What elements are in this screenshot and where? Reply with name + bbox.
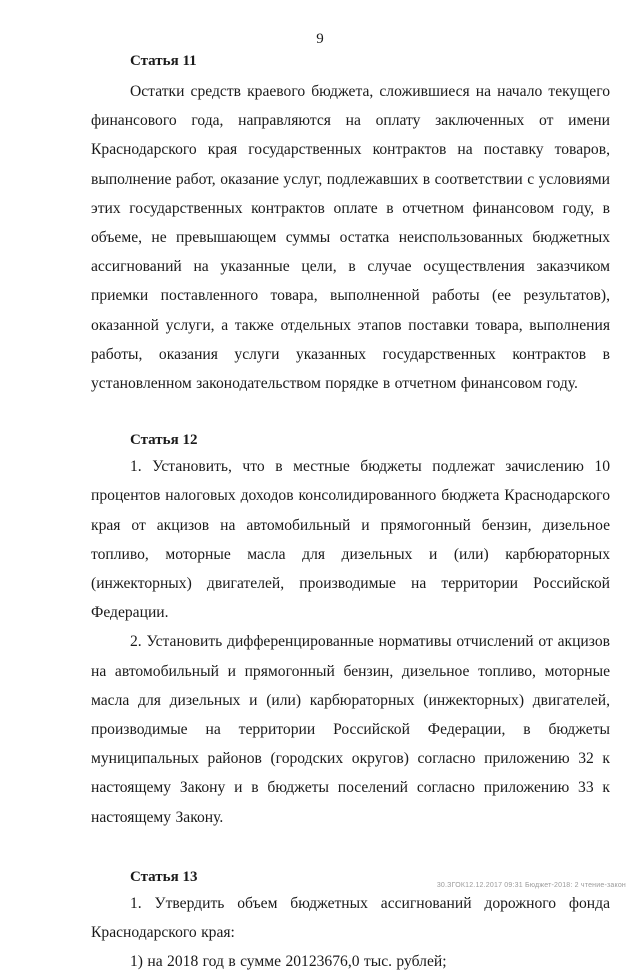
article-paragraph: Остатки средств краевого бюджета, сложившиеся на начало текущего финансового года, направляются на оплату заключенных от имени Краснодарского края государственных контрактов на поставку товаров, выполнение работ, оказание услуг, подлежавших в соответствии с условиями этих государственных контрактов оплате в отчетном финансовом году, в объеме, не превышающем суммы остатка неиспользованных бюджетных ассигнований на указанные цели, в случае осуществления заказчиком приемки поставленного товара, выполненной работы (ее результатов), оказанной услуги, а также отдельных этапов поставки товара, выполнения работы, оказания услуги указанных государственных контрактов в установленном законодательством порядке в отчетном финансовом году. [91,83,610,393]
article-paragraph: 1) на 2018 год в сумме 20123676,0 тыс. рублей; [130,953,447,971]
page-number: 9 [316,31,324,47]
article-title: Статья 11 [130,53,197,69]
article-title: Статья 13 [130,868,198,885]
article-11 [91,46,610,398]
article-paragraph: 2. Установить дифференцированные нормативы отчислений от акцизов на автомобильный и прямогонный бензин, дизельное топливо, моторные масла для дизельных и (или) карбюраторных (инжекторных) двигателей, производимые на территории Российской Федерации, в бюджеты муниципальных районов (городских округов) согласно приложению 32 к настоящему Закону и в бюджеты поселений согласно приложению 33 к настоящему Закону. [91,633,610,826]
article-title: Статья 12 [130,432,198,449]
article-paragraph: 1. Установить, что в местные бюджеты подлежат зачислению 10 процентов налоговых доходов консолидированного бюджета Краснодарского края от акцизов на автомобильный и прямогонный бензин, дизельное топливо, моторные масла для дизельных и (или) карбюраторных (инжекторных) двигателей, производимые на территории Российской Федерации. [91,458,610,622]
article-12 [91,425,610,832]
article-13 [91,862,610,976]
footer-stamp: 30.ЗГОК12.12.2017 09:31 Бюджет-2018: 2 чтение-закон [436,882,626,889]
document-body [91,46,610,976]
article-paragraph: 1. Утвердить объем бюджетных ассигнований дорожного фонда Краснодарского края: [91,894,610,942]
